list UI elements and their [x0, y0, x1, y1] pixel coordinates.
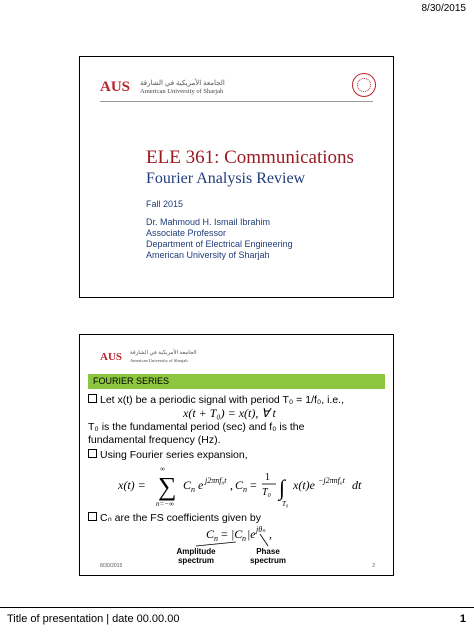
svg-text:∞: ∞ — [160, 465, 165, 473]
svg-text:j2πnf₀t: j2πnf₀t — [205, 476, 227, 485]
author: Dr. Mahmoud H. Ismail Ibrahim — [146, 217, 271, 227]
svg-text:,: , — [230, 478, 233, 492]
svg-text:n: n — [214, 534, 218, 543]
page-date: 8/30/2015 — [421, 3, 466, 14]
seal-inner-icon — [357, 78, 371, 92]
department: Department of Electrical Engineering — [146, 239, 293, 249]
svg-text:n: n — [242, 534, 246, 543]
svg-text:n: n — [243, 485, 247, 494]
svg-text:∑: ∑ — [158, 472, 177, 501]
svg-text:,: , — [269, 527, 272, 541]
svg-text:x(t)e: x(t)e — [293, 478, 315, 492]
svg-text:=: = — [221, 527, 228, 541]
svg-text:1: 1 — [265, 472, 270, 483]
arabic-name-small: الجامعة الأمريكية في الشارقة — [130, 350, 197, 356]
svg-text:n=−∞: n=−∞ — [156, 500, 174, 508]
phase-arrow — [260, 534, 268, 546]
bullet-2: Using Fourier series expansion, — [88, 449, 248, 462]
english-name-small: American University of Sharjah — [130, 358, 188, 363]
checkbox-bullet-icon — [88, 449, 97, 458]
aus-logo-small: AUS — [100, 351, 123, 363]
svg-text:dt: dt — [352, 478, 362, 492]
seal-icon — [352, 73, 376, 97]
bullet-1: Let x(t) be a periodic signal with period T₀ = 1/f₀, i.e., — [88, 394, 344, 407]
term: Fall 2015 — [146, 199, 184, 209]
slide-2 — [79, 334, 394, 576]
phase-label: Phase spectrum — [249, 547, 286, 565]
svg-text:C: C — [206, 527, 215, 541]
checkbox-bullet-icon — [88, 394, 97, 403]
aus-logo: AUS — [100, 79, 131, 95]
slide-title: ELE 361: Communications — [146, 147, 354, 168]
svg-text:|e: |e — [247, 527, 256, 541]
svg-text:−j2πnf₀t: −j2πnf₀t — [318, 476, 345, 485]
cn-equation — [88, 525, 385, 547]
svg-text:T₀: T₀ — [262, 487, 272, 498]
slide-date: 8/30/2015 — [100, 563, 123, 569]
header-rule — [100, 101, 373, 102]
periodic-equation: x(t + T₀) = x(t), ∀ t — [183, 406, 276, 420]
svg-text:x(t) =: x(t) = — [118, 478, 146, 492]
para-line-1: T₀ is the fundamental period (sec) and f₀ is the — [88, 421, 305, 433]
page-number: 1 — [459, 613, 466, 625]
svg-text:C: C — [183, 478, 192, 492]
arabic-name: الجامعة الأمريكية في الشارقة — [140, 80, 225, 87]
english-name: American University of Sharjah — [140, 88, 224, 95]
svg-text:=: = — [250, 478, 257, 492]
slide-subtitle: Fourier Analysis Review — [146, 170, 306, 187]
section-banner: FOURIER SERIES — [88, 374, 385, 389]
svg-text:e: e — [198, 478, 204, 492]
svg-text:n: n — [191, 485, 195, 494]
amplitude-label: Amplitude spectrum — [176, 547, 216, 565]
bullet-3: Cₙ are the FS coefficients given by — [88, 512, 261, 525]
svg-text:∫: ∫ — [279, 475, 286, 500]
svg-text:C: C — [235, 478, 244, 492]
svg-text:T₀: T₀ — [282, 500, 289, 508]
footer-rule — [0, 607, 474, 608]
university: American University of Sharjah — [146, 250, 270, 260]
para-line-2: fundamental frequency (Hz). — [88, 434, 221, 446]
footer-title: Title of presentation | date 00.00.00 — [7, 613, 180, 625]
svg-text:|C: |C — [231, 527, 243, 541]
slide-meta — [146, 199, 293, 261]
svg-text:jθₙ: jθₙ — [256, 525, 266, 534]
checkbox-bullet-icon — [88, 512, 97, 521]
slide-number: 2 — [372, 563, 375, 569]
position: Associate Professor — [146, 228, 227, 238]
fourier-formula — [88, 462, 385, 510]
slide-1 — [79, 56, 394, 298]
